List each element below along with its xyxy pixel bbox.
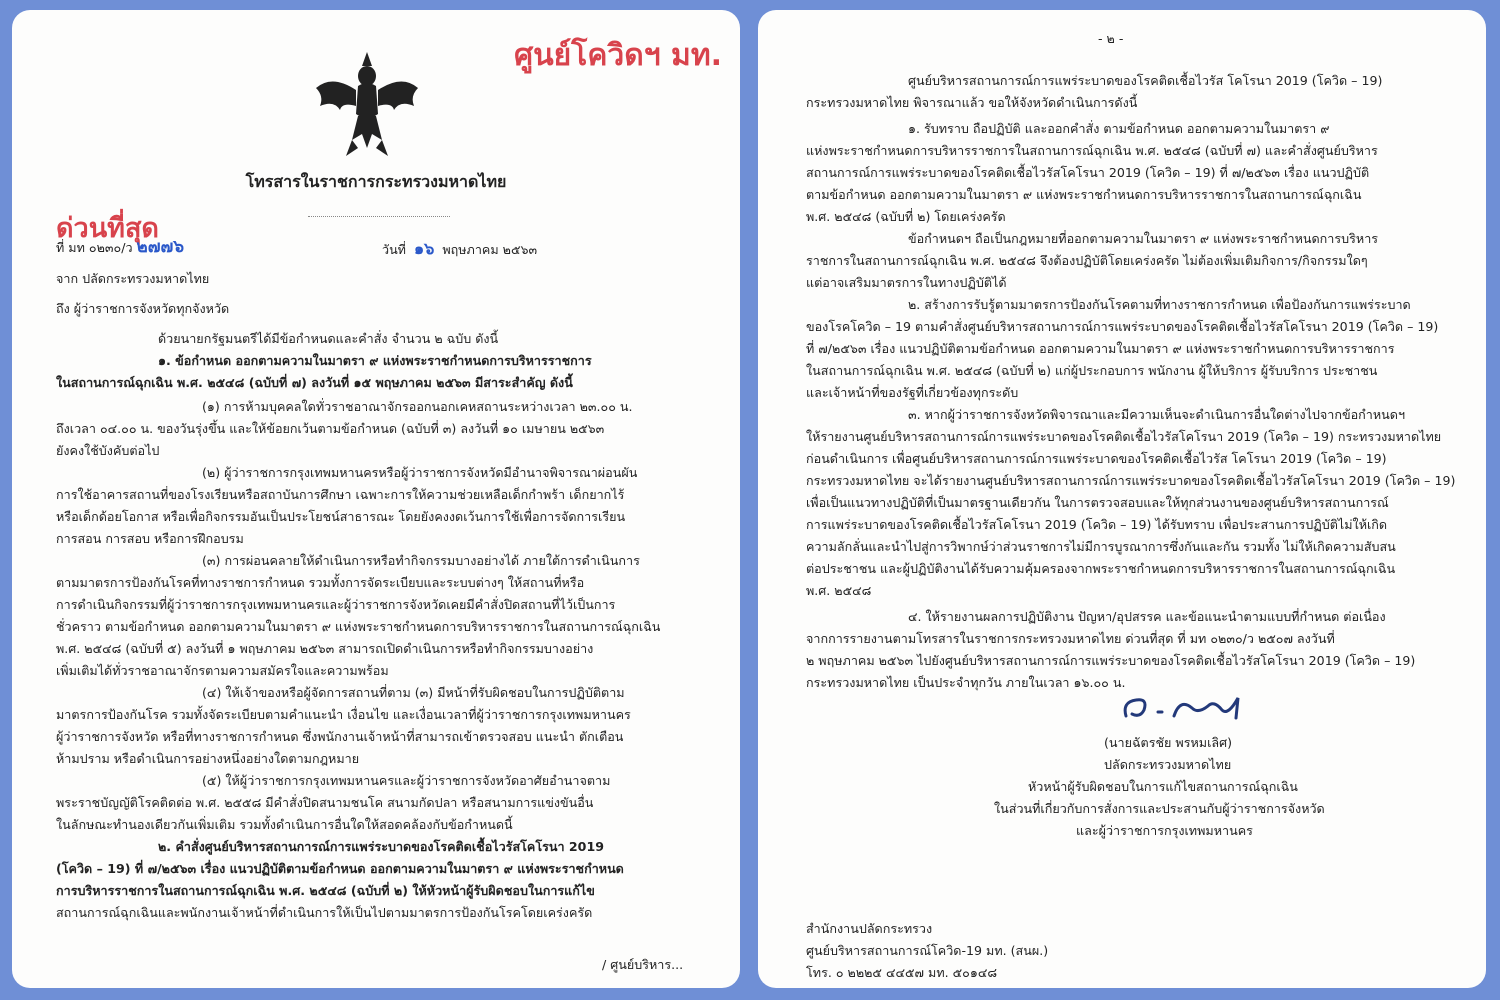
doc-number-label: ที่ มท ๐๒๓๐/ว (56, 240, 133, 255)
body-line: จากการรายงานตามโทรสารในราชการกระทรวงมหาดไทย ด่วนที่สุด ที่ มท ๐๒๓๐/ว ๒๕๐๗ ลงวันที่ (806, 631, 1335, 646)
body-line: ของโรคโควิด – 19 ตามคำสั่งศูนย์บริหารสถานการณ์การแพร่ระบาดของโรคติดเชื้อไวรัสโคโรนา 2019 (โควิด – 19) (806, 319, 1439, 334)
continuation-note: / ศูนย์บริหาร... (602, 957, 684, 972)
body-line: กระทรวงมหาดไทย เป็นประจำทุกวัน ภายในเวลา ๑๖.๐๐ น. (806, 675, 1126, 690)
garuda-emblem-icon (312, 44, 422, 162)
body-line: ๒ พฤษภาคม ๒๕๖๓ ไปยังศูนย์บริหารสถานการณ์การแพร่ระบาดของโรคติดเชื้อไวรัสโคโรนา 2019 (โควิด – 19) (806, 653, 1416, 668)
memo-page-1 (12, 10, 740, 988)
body-line: ตามมาตรการป้องกันโรคที่ทางราชการกำหนด รวมทั้งการจัดระเบียบและระบบต่างๆ ให้สถานที่หรือ (56, 575, 585, 590)
page-number: - ๒ - (1098, 31, 1124, 46)
body-line: พ.ศ. ๒๕๔๘ (ฉบับที่ ๒) โดยเคร่งครัด (806, 209, 1006, 224)
body-line: ศูนย์บริหารสถานการณ์การแพร่ระบาดของโรคติดเชื้อไวรัส โคโรนา 2019 (โควิด – 19) (908, 73, 1383, 88)
date-day: ๑๖ (414, 239, 435, 258)
body-line: สถานการณ์การแพร่ระบาดของโรคติดเชื้อไวรัสโคโรนา 2019 (โควิด – 19) ที่ ๗/๒๕๖๓ เรื่อง แนวปฏิบัติ (806, 165, 1370, 180)
body-line: แต่อาจเสริมมาตรการในทางปฏิบัติได้ (806, 275, 1007, 290)
body-line: ความลักลั่นและนำไปสู่การวิพากษ์ว่าส่วนราชการไม่มีการบูรณาการซึ่งกันและกัน รวมทั้ง ไม่ให้เกิดความสับสน (806, 539, 1396, 554)
date-row (382, 239, 538, 258)
body-line: ชั่วคราว ตามข้อกำหนด ออกตามความในมาตรา ๙ แห่งพระราชกำหนดการบริหารราชการในสถานการณ์ฉุกเฉิน (56, 619, 661, 634)
body-line: พ.ศ. ๒๕๔๘ (ฉบับที่ ๕) ลงวันที่ ๑ พฤษภาคม ๒๕๖๓ สามารถเปิดดำเนินการหรือทำกิจกรรมบางอย่าง (56, 641, 594, 656)
body-line: การแพร่ระบาดของโรคติดเชื้อไวรัสโคโรนา 2019 (โควิด – 19) ได้รับทราบ เพื่อประสานการปฏิบัติไม่ให้เกิด (806, 517, 1388, 532)
body-line: ก่อนดำเนินการ เพื่อศูนย์บริหารสถานการณ์การแพร่ระบาดของโรคติดเชื้อไวรัส โคโรนา 2019 (โควิด – 19) (806, 451, 1387, 466)
body-line: ถึงเวลา ๐๔.๐๐ น. ของวันรุ่งขึ้น และให้ข้อยกเว้นตามข้อกำหนด (ฉบับที่ ๓) ลงวันที่ ๑๐ เมษายน ๒๕๖๓ (56, 421, 605, 436)
signatory-role: และผู้ว่าราชการกรุงเทพมหานคร (1076, 823, 1253, 838)
signatory-name: (นายฉัตรชัย พรหมเลิศ) (1104, 735, 1233, 750)
body-line: และเจ้าหน้าที่ของรัฐที่เกี่ยวข้องทุกระดับ (806, 385, 1019, 400)
body-line: ห้ามปราม หรือดำเนินการอย่างหนึ่งอย่างใดตามกฎหมาย (56, 751, 360, 766)
body-line: สถานการณ์ฉุกเฉินและพนักงานเจ้าหน้าที่ดำเนินการให้เป็นไปตามมาตรการป้องกันโรคโดยเคร่งครัด (56, 905, 593, 920)
document-heading: โทรสารในราชการกระทรวงมหาดไทย (245, 172, 507, 191)
urgency-label: ด่วนที่สุด (56, 213, 159, 244)
body-line: การใช้อาคารสถานที่ของโรงเรียนหรือสถาบันการศึกษา เฉพาะการให้ความช่วยเหลือเด็กกำพร้า เด็กยากไร้ (56, 487, 625, 502)
doc-number-value: ๒๗๗๖ (136, 237, 185, 257)
body-line: (โควิด – 19) ที่ ๗/๒๕๖๓ เรื่อง แนวปฏิบัติตามข้อกำหนด ออกตามความในมาตรา ๙ แห่งพระราชกำหนด (56, 861, 624, 876)
body-line: การบริหารราชการในสถานการณ์ฉุกเฉิน พ.ศ. ๒๕๔๘ (ฉบับที่ ๒) ให้หัวหน้าผู้รับผิดชอบในการแก้ไข (56, 883, 595, 898)
body-line: เพื่อเป็นแนวทางปฏิบัติที่เป็นมาตรฐานเดียวกัน ในการตรวจสอบและให้ทุกส่วนงานของศูนย์บริหารสถานการณ์ (806, 495, 1389, 510)
body-line: ๒. คำสั่งศูนย์บริหารสถานการณ์การแพร่ระบาดของโรคติดเชื้อไวรัสโคโรนา 2019 (158, 839, 604, 854)
body-line: ๒. สร้างการรับรู้ตามมาตรการป้องกันโรคตามที่ทางราชการกำหนด เพื่อป้องกันการแพร่ระบาด (908, 297, 1411, 312)
signatory-role: ในส่วนที่เกี่ยวกับการสั่งการและประสานกับผู้ว่าราชการจังหวัด (994, 801, 1325, 816)
body-line: ในสถานการณ์ฉุกเฉิน พ.ศ. ๒๕๔๘ (ฉบับที่ ๗) ลงวันที่ ๑๕ พฤษภาคม ๒๕๖๓ มีสาระสำคัญ ดังนี้ (56, 375, 573, 390)
body-line: ๑. ข้อกำหนด ออกตามความในมาตรา ๙ แห่งพระราชกำหนดการบริหารราชการ (158, 353, 592, 368)
body-line: ๓. หากผู้ว่าราชการจังหวัดพิจารณาและมีความเห็นจะดำเนินการอื่นใดต่างไปจากข้อกำหนดฯ (908, 407, 1406, 422)
body-line: ที่ ๗/๒๕๖๓ เรื่อง แนวปฏิบัติตามข้อกำหนด ออกตามความในมาตรา ๙ แห่งพระราชกำหนดการบริหารราชการ (806, 341, 1395, 356)
body-line: (๑) การห้ามบุคคลใดทั่วราชอาณาจักรออกนอกเคหสถานระหว่างเวลา ๒๓.๐๐ น. (202, 399, 633, 414)
body-line: ๑. รับทราบ ถือปฏิบัติ และออกคำสั่ง ตามข้อกำหนด ออกตามความในมาตรา ๙ (908, 121, 1330, 136)
date-label: วันที่ (382, 242, 406, 257)
body-line: ด้วยนายกรัฐมนตรีได้มีข้อกำหนดและคำสั่ง จำนวน ๒ ฉบับ ดังนี้ (158, 331, 499, 346)
body-line: ยังคงใช้บังคับต่อไป (56, 443, 160, 458)
date-month-year: พฤษภาคม ๒๕๖๓ (442, 242, 538, 257)
body-line: (๕) ให้ผู้ว่าราชการกรุงเทพมหานครและผู้ว่าราชการจังหวัดอาศัยอำนาจตาม (202, 773, 611, 788)
body-line: (๒) ผู้ว่าราชการกรุงเทพมหานครหรือผู้ว่าราชการจังหวัดมีอำนาจพิจารณาผ่อนผัน (202, 465, 638, 480)
body-line: ต่อประชาชน และผู้ปฏิบัติงานได้รับความคุ้มครองจากพระราชกำหนดการบริหารราชการในสถานการณ์ฉุกเฉิน (806, 561, 1396, 576)
body-line: ในสถานการณ์ฉุกเฉิน พ.ศ. ๒๕๔๘ (ฉบับที่ ๒) แก่ผู้ประกอบการ พนักงาน ผู้ให้บริการ ผู้รับบริการ ประชาชน (806, 363, 1378, 378)
body-line: ข้อกำหนดฯ ถือเป็นกฎหมายที่ออกตามความในมาตรา ๙ แห่งพระราชกำหนดการบริหาร (908, 231, 1379, 246)
memo-page-2 (758, 10, 1486, 988)
from-line: จาก ปลัดกระทรวงมหาดไทย (56, 271, 210, 286)
signature-icon (1118, 688, 1258, 724)
body-line: พ.ศ. ๒๕๔๘ (806, 583, 872, 598)
body-line: การดำเนินกิจกรรมที่ผู้ว่าราชการกรุงเทพมหานครและผู้ว่าราชการจังหวัดเคยมีคำสั่งปิดสถานที่ไว้เป็นการ (56, 597, 616, 612)
body-line: ราชการในสถานการณ์ฉุกเฉิน พ.ศ. ๒๕๔๘ จึงต้องปฏิบัติโดยเคร่งครัด ไม่ต้องเพิ่มเติมกิจการ/กิจกรรมใดๆ (806, 253, 1368, 268)
body-line: กระทรวงมหาดไทย พิจารณาแล้ว ขอให้จังหวัดดำเนินการดังนี้ (806, 95, 1138, 110)
footer-office: สำนักงานปลัดกระทรวง (806, 921, 933, 936)
body-line: หรือเด็กด้อยโอกาส หรือเพื่อกิจกรรมอันเป็นประโยชน์สาธารณะ โดยยังคงงดเว้นการใช้เพื่อการจัดการเรียน (56, 509, 626, 524)
signatory-role: หัวหน้าผู้รับผิดชอบในการแก้ไขสถานการณ์ฉุกเฉิน (1028, 779, 1298, 794)
signatory-title: ปลัดกระทรวงมหาดไทย (1104, 757, 1232, 772)
doc-number-row (56, 237, 185, 257)
body-line: ตามข้อกำหนด ออกตามความในมาตรา ๙ แห่งพระราชกำหนดการบริหารราชการในสถานการณ์ฉุกเฉิน (806, 187, 1362, 202)
body-line: เพิ่มเติมได้ทั่วราชอาณาจักรตามความสมัครใจและความพร้อม (56, 663, 389, 678)
covid-center-stamp: ศูนย์โควิดฯ มท. (514, 38, 722, 73)
body-line: ในลักษณะทำนองเดียวกันเพิ่มเติม รวมทั้งดำเนินการอื่นใดให้สอดคล้องกับข้อกำหนดนี้ (56, 817, 513, 832)
body-line: ๔. ให้รายงานผลการปฏิบัติงาน ปัญหา/อุปสรรค และข้อแนะนำตามแบบที่กำหนด ต่อเนื่อง (908, 609, 1386, 624)
body-line: ผู้ว่าราชการจังหวัด หรือที่ทางราชการกำหนด ซึ่งพนักงานเจ้าหน้าที่สามารถเข้าตรวจสอบ แนะนำ ตักเตือน (56, 729, 624, 744)
footer-center: ศูนย์บริหารสถานการณ์โควิด-19 มท. (สนผ.) (806, 943, 1049, 958)
footer-phone: โทร. ๐ ๒๒๒๕ ๔๔๕๗ มท. ๕๐๑๔๘ (806, 965, 998, 980)
dotted-divider (308, 216, 450, 217)
body-line: พระราชบัญญัติโรคติดต่อ พ.ศ. ๒๕๕๘ มีคำสั่งปิดสนามชนโค สนามกัดปลา หรือสนามการแข่งขันอื่น (56, 795, 594, 810)
body-line: แห่งพระราชกำหนดการบริหารราชการในสถานการณ์ฉุกเฉิน พ.ศ. ๒๕๔๘ (ฉบับที่ ๗) และคำสั่งศูนย์บริหาร (806, 143, 1378, 158)
body-line: มาตรการป้องกันโรค รวมทั้งจัดระเบียบตามคำแนะนำ เงื่อนไข และเงื่อนเวลาที่ผู้ว่าราชการกรุงเทพมหานคร (56, 707, 631, 722)
body-line: (๓) การผ่อนคลายให้ดำเนินการหรือทำกิจกรรมบางอย่างได้ ภายใต้การดำเนินการ (202, 553, 640, 568)
body-line: กระทรวงมหาดไทย จะได้รายงานศูนย์บริหารสถานการณ์การแพร่ระบาดของโรคติดเชื้อไวรัสโคโรนา 2019 (โควิด – 19) (806, 473, 1456, 488)
body-line: ให้รายงานศูนย์บริหารสถานการณ์การแพร่ระบาดของโรคติดเชื้อไวรัสโคโรนา 2019 (โควิด – 19) กระทรวงมหาดไทย (806, 429, 1442, 444)
to-line: ถึง ผู้ว่าราชการจังหวัดทุกจังหวัด (56, 301, 230, 316)
body-line: การสอน การสอบ หรือการฝึกอบรม (56, 531, 244, 546)
body-line: (๔) ให้เจ้าของหรือผู้จัดการสถานที่ตาม (๓) มีหน้าที่รับผิดชอบในการปฏิบัติตาม (202, 685, 625, 700)
